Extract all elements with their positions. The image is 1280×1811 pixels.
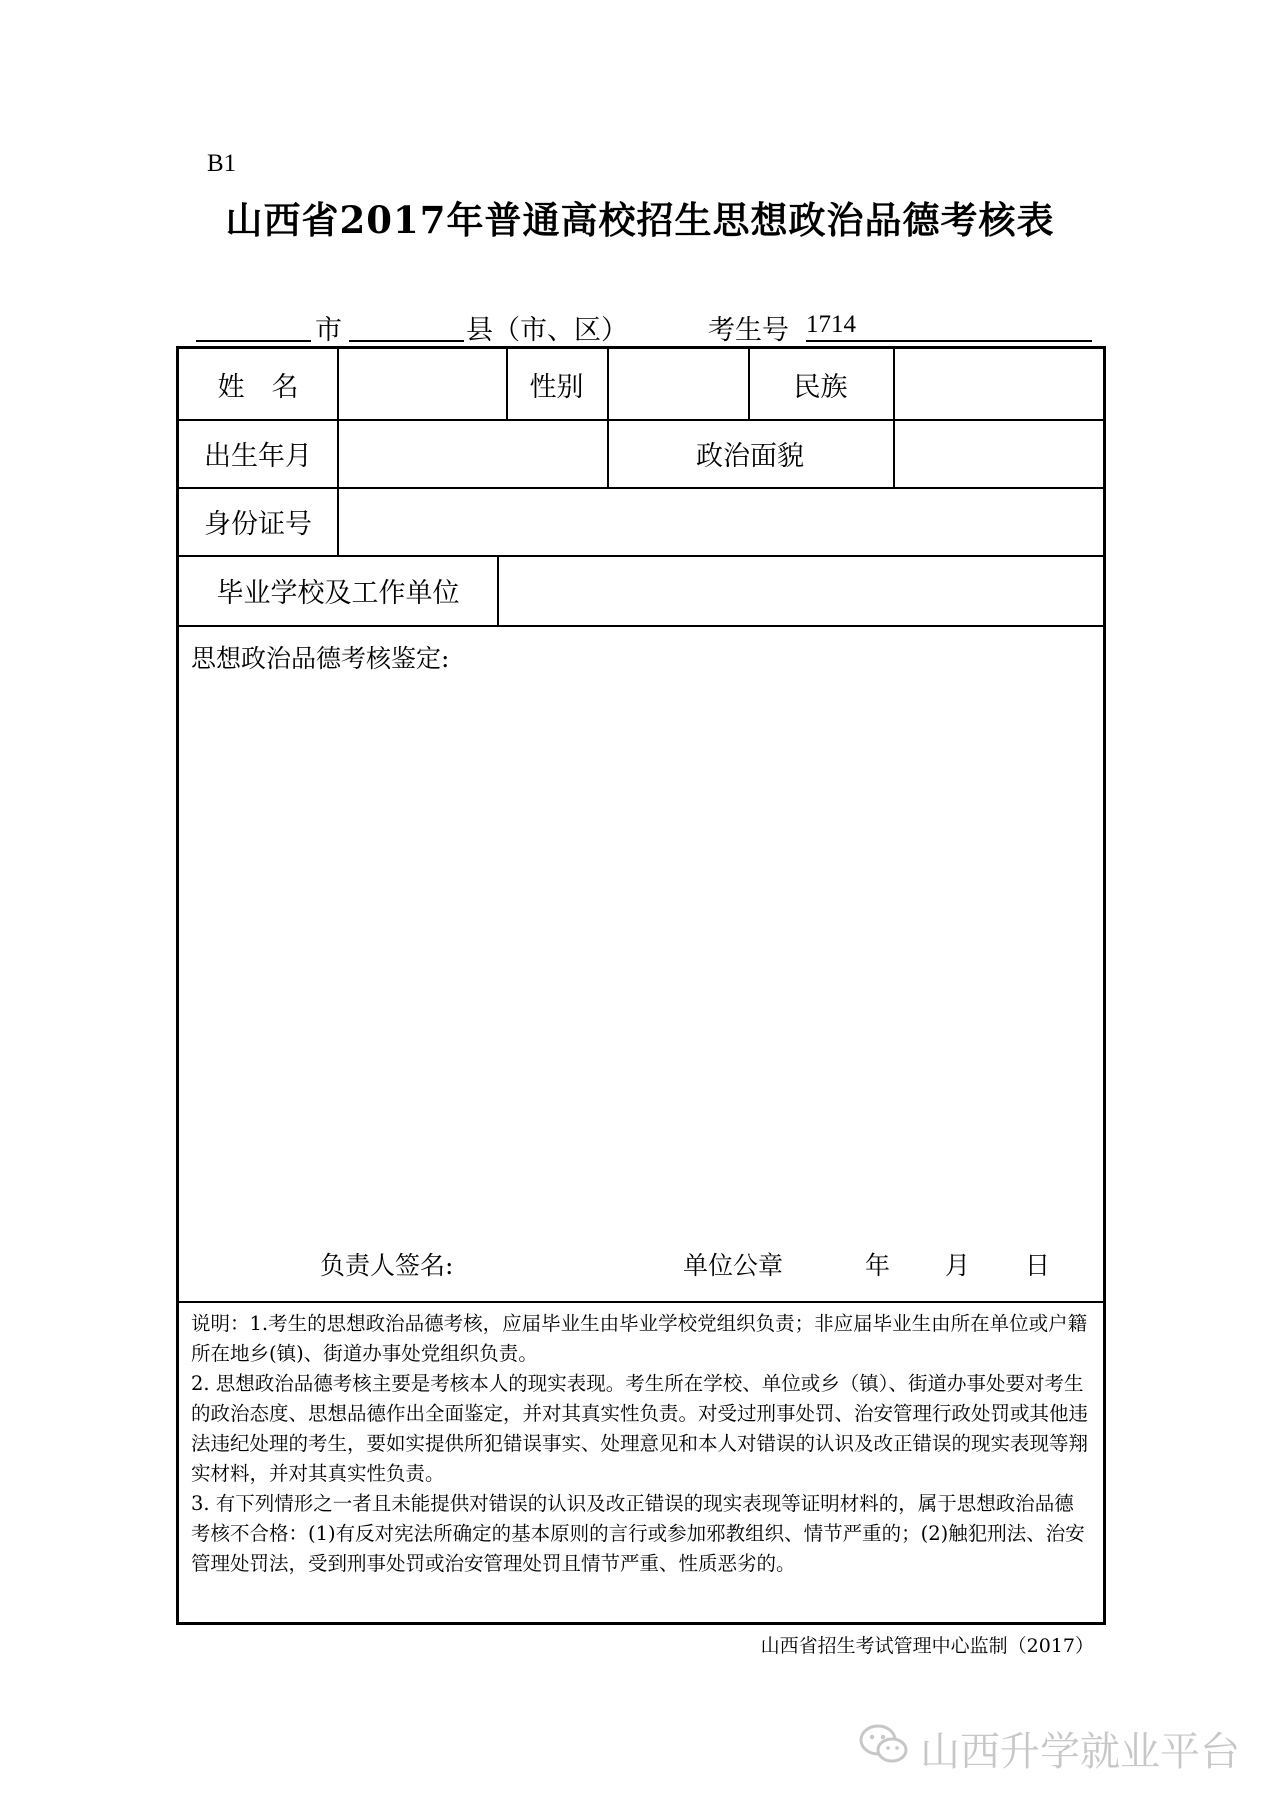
assessment-label: 思想政治品德考核鉴定: [191,644,450,673]
day-label: 日 [1025,1251,1051,1280]
school-label: 毕业学校及工作单位 [216,577,460,609]
id-label: 身份证号 [204,508,312,540]
birth-label: 出生年月 [204,440,312,472]
seal-label: 单位公章 [683,1251,784,1280]
city-suffix: 市 [315,315,342,346]
county-suffix: 县（市、区） [466,315,628,346]
ethnicity-field[interactable] [895,349,1103,419]
name-label: 姓 名 [217,371,299,403]
city-blank[interactable] [196,308,311,342]
id-field[interactable] [339,487,1103,555]
assessment-area[interactable] [179,679,1103,1219]
political-field[interactable] [895,419,1103,487]
ethnicity-label: 民族 [793,371,848,403]
gender-label: 性别 [529,371,584,403]
month-label: 月 [945,1251,971,1280]
exam-no-value: 1714 [806,311,856,338]
gender-field[interactable] [609,349,748,419]
exam-no-label: 考生号 [708,315,789,346]
issuer-footer: 山西省招生考试管理中心监制（2017） [760,1635,1094,1657]
name-field[interactable] [339,349,506,419]
wechat-icon [858,1722,910,1776]
note-2: 2. 思想政治品德考核主要是考核本人的现实表现。考生所在学校、单位或乡（镇）、街道办事处要对考生的政治态度、思想品德作出全面鉴定，并对其真实性负责。对受过刑事处罚、治安管理行政处罚或其他违法违纪处理的考生，要如实提供所犯错误事实、处理意见和本人对错误的认识及改正错误的现实表现等翔实材料，并对其真实性负责。 [191,1372,1089,1485]
county-blank[interactable] [349,308,464,342]
year-label: 年 [865,1251,891,1280]
form-code: B1 [207,150,237,177]
watermark [858,1720,1240,1777]
signer-label: 负责人签名: [320,1251,454,1280]
notes [191,1309,1093,1579]
exam-no-field[interactable] [806,308,1092,342]
note-1: 说明：1.考生的思想政治品德考核，应届毕业生由毕业学校党组织负责；非应届毕业生由所在单位或户籍所在地乡(镇)、街道办事处党组织负责。 [191,1312,1088,1365]
form-title: 山西省2017年普通高校招生思想政治品德考核表 [225,198,1055,242]
note-3: 3. 有下列情形之一者且未能提供对错误的认识及改正错误的现实表现等证明材料的，属于思想政治品德考核不合格：(1)有反对宪法所确定的基本原则的言行或参加邪教组织、情节严重的；(2)触犯刑法、治安管理处罚法，受到刑事处罚或治安管理处罚且情节严重、性质恶劣的。 [191,1492,1085,1575]
school-field[interactable] [499,555,1103,625]
political-label: 政治面貌 [696,440,804,472]
watermark-text: 山西升学就业平台 [920,1729,1240,1775]
birth-field[interactable] [339,419,607,487]
assessment-table [176,346,1106,1625]
